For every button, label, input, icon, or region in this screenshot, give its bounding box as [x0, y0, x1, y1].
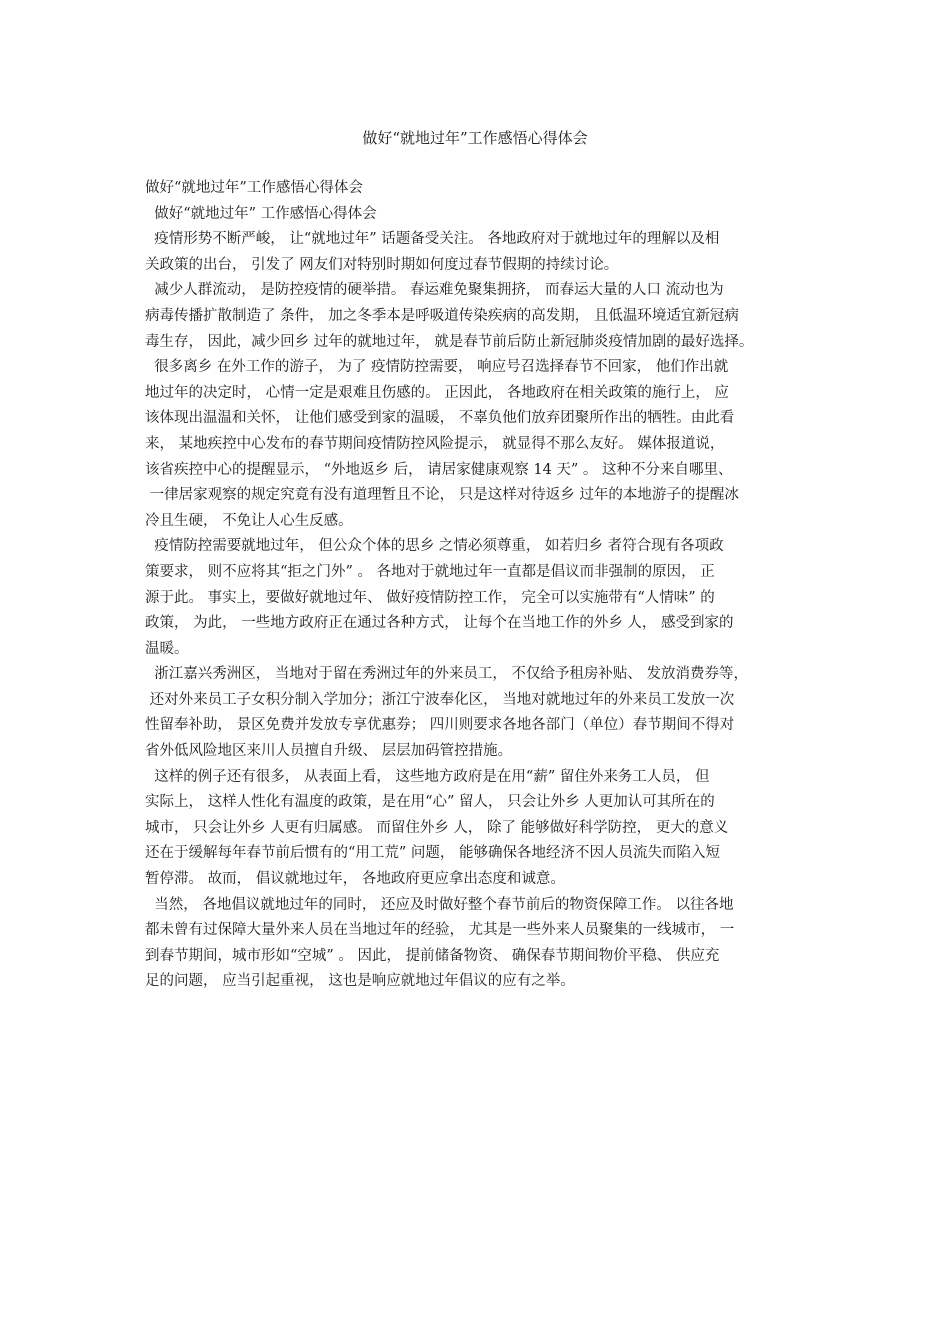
text-line: 策要求， 则不应将其“拒之门外” 。 各地对于就地过年一直都是倡议而非强制的原因， 正	[145, 563, 715, 580]
text-line: 做好“就地过年” 工作感悟心得体会	[145, 205, 377, 222]
text-line: 温暖。	[145, 640, 189, 657]
text-line: 疫情防控需要就地过年， 但公众个体的思乡 之情必须尊重， 如若归乡 者符合现有各项政	[145, 538, 724, 555]
text-line: 病毒传播扩散制造了 条件， 加之冬季本是呼吸道传染疾病的高发期， 且低温环境适宜新冠病	[145, 307, 739, 324]
text-line: 当然， 各地倡议就地过年的同时， 还应及时做好整个春节前后的物资保障工作。 以往各地	[145, 896, 734, 913]
text-line: 冷且生硬， 不免让人心生反感。	[145, 512, 353, 529]
text-line: 这样的例子还有很多， 从表面上看， 这些地方政府是在用“薪” 留住外来务工人员， 但	[145, 768, 710, 785]
text-line: 城市， 只会让外乡 人更有归属感。 而留住外乡 人， 除了 能够做好科学防控， 更大的意义	[145, 819, 729, 836]
document-title: 做好“就地过年”工作感悟心得体会	[362, 129, 588, 147]
text-line: 关政策的出台， 引发了 网友们对特别时期如何度过春节假期的持续讨论。	[145, 256, 619, 273]
text-line: 足的问题， 应当引起重视， 这也是响应就地过年倡议的应有之举。	[145, 973, 575, 990]
text-line: 毒生存， 因此，减少回乡 过年的就地过年， 就是春节前后防止新冠肺炎疫情加剧的最好选择。	[145, 333, 754, 350]
text-line: 实际上， 这样人性化有温度的政策，是在用“心” 留人， 只会让外乡 人更加认可其所在的	[145, 794, 715, 811]
text-line: 都未曾有过保障大量外来人员在当地过年的经验， 尤其是一些外来人员聚集的一线城市， 一	[145, 922, 735, 939]
text-line: 该体现出温温和关怀， 让他们感受到家的温暖， 不辜负他们放弃团聚所作出的牺牲。由此看	[145, 410, 735, 427]
text-line: 一律居家观察的规定究竟有没有道理暂且不论， 只是这样对待返乡 过年的本地游子的提醒冰	[145, 487, 739, 504]
text-line: 疫情形势不断严峻， 让“就地过年” 话题备受关注。 各地政府对于就地过年的理解以及相	[145, 231, 720, 248]
text-line: 还在于缓解每年春节前后惯有的“用工荒” 问题， 能够确保各地经济不因人员流失而陷入短	[145, 845, 721, 862]
document-body	[145, 176, 813, 995]
text-line: 做好“就地过年”工作感悟心得体会	[145, 180, 363, 196]
text-line: 还对外来员工子女积分制入学加分；浙江宁波奉化区， 当地对就地过年的外来员工发放一次	[145, 691, 735, 708]
text-line: 暂停滞。 故而， 倡议就地过年， 各地政府更应拿出态度和诚意。	[145, 871, 565, 888]
text-line: 政策， 为此， 一些地方政府正在通过各种方式， 让每个在当地工作的外乡 人， 感受到家的	[145, 615, 734, 632]
text-line: 源于此。 事实上，要做好就地过年、 做好疫情防控工作， 完全可以实施带有“人情味” 的	[145, 589, 715, 606]
text-line: 很多离乡 在外工作的游子， 为了 疫情防控需要， 响应号召选择春节不回家， 他们作出就	[145, 359, 729, 376]
text-line: 性留奉补助， 景区免费并发放专享优惠券； 四川则要求各地各部门（单位）春节期间不得对	[145, 717, 735, 734]
text-line: 浙江嘉兴秀洲区， 当地对于留在秀洲过年的外来员工， 不仅给予租房补贴、 发放消费券等，	[145, 666, 749, 683]
text-line: 减少人群流动， 是防控疫情的硬举措。 春运难免聚集拥挤， 而春运大量的人口 流动也为	[145, 282, 724, 299]
text-line: 到春节期间，城市形如“空城” 。 因此， 提前储备物资、 确保春节期间物价平稳、 供应充	[145, 947, 720, 964]
text-line: 省外低风险地区来川人员擅自升级、 层层加码管控措施。	[145, 743, 513, 760]
text-line: 来， 某地疾控中心发布的春节期间疫情防控风险提示， 就显得不那么友好。 媒体报道说，	[145, 435, 725, 452]
text-line: 该省疾控中心的提醒显示， “外地返乡 后， 请居家健康观察 14 天” 。 这种不分来自哪里、	[145, 461, 733, 478]
text-line: 地过年的决定时， 心情一定是艰难且伤感的。 正因此， 各地政府在相关政策的施行上， 应	[145, 384, 729, 401]
